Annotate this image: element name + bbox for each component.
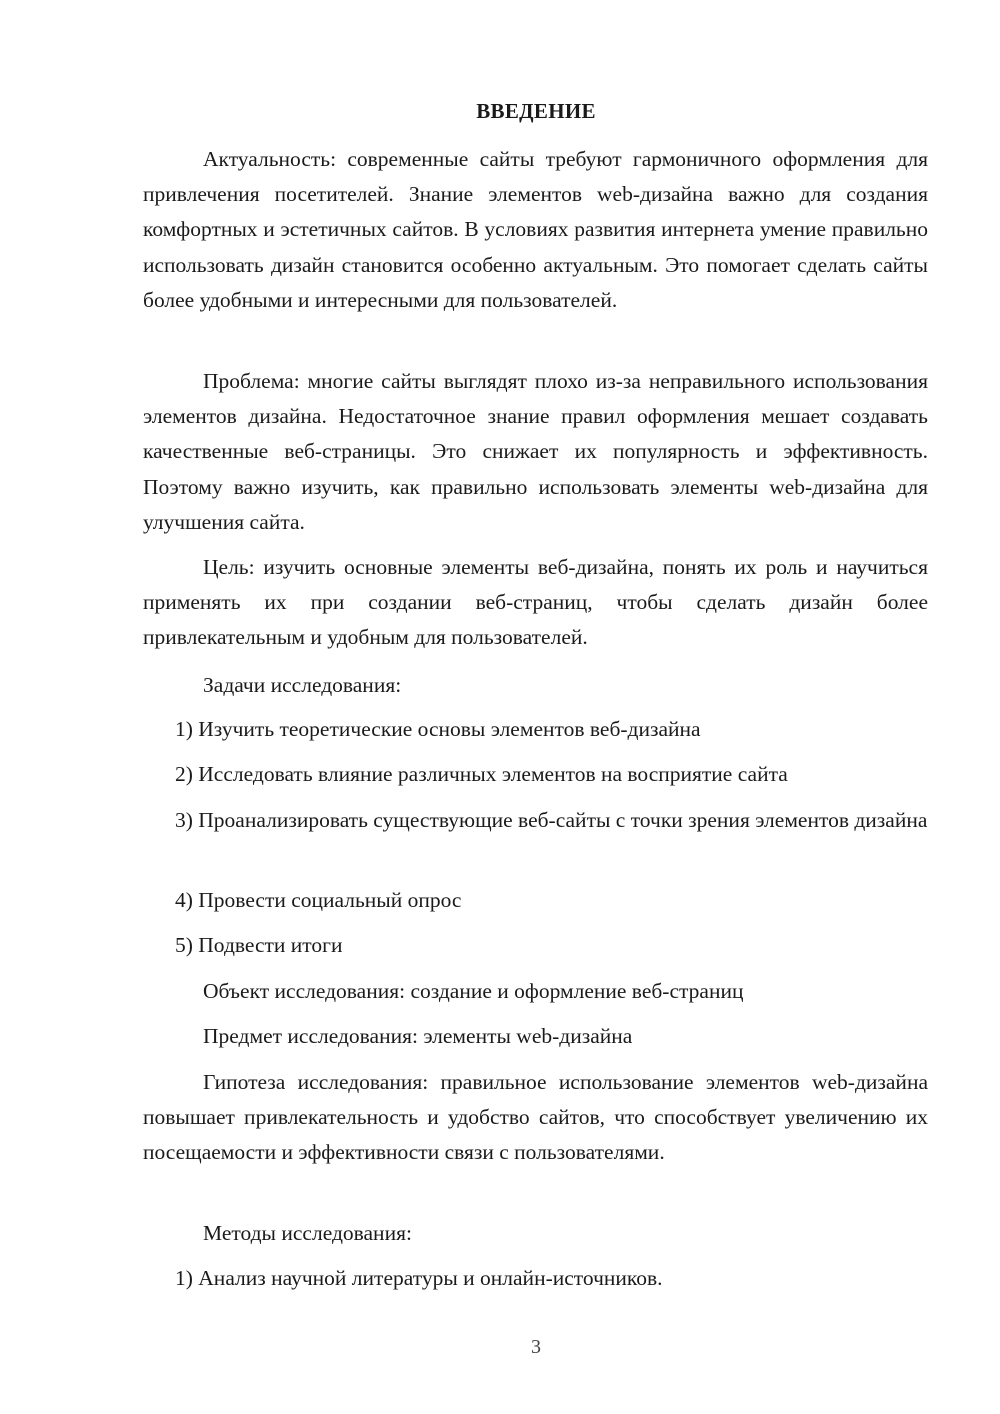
hypothesis-paragraph <box>143 1065 928 1171</box>
paragraph-text: Цель: изучить основные элементы веб-дизайна, понять их роль и научиться применять их при создании веб-страниц, чтобы сделать дизайн более привлекательным и удобным для пользователей. <box>143 555 928 650</box>
goal-paragraph <box>143 550 928 656</box>
task-list-item <box>143 757 928 792</box>
task-list-item <box>143 712 928 747</box>
task-list-item <box>143 803 928 838</box>
page-title: ВВЕДЕНИЕ <box>476 99 596 123</box>
method-list-item <box>143 1261 928 1296</box>
relevance-paragraph <box>143 142 928 318</box>
paragraph-text: Задачи исследования: <box>203 673 402 697</box>
subject-paragraph <box>143 1019 928 1054</box>
list-item-text: 1) Анализ научной литературы и онлайн-источников. <box>175 1266 663 1290</box>
paragraph-text: Актуальность: современные сайты требуют гармоничного оформления для привлечения посетителей. Знание элементов web-дизайна важно для создания комфортных и эстетичных сайтов. В условиях развития интернета умение правильно использовать дизайн становится особенно актуальным. Это помогает сделать сайты более удобными и интересными для пользователей. <box>143 147 928 312</box>
problem-paragraph <box>143 364 928 540</box>
task-list-item <box>143 928 928 963</box>
list-item-text: 4) Провести социальный опрос <box>175 888 462 912</box>
paragraph-text: Гипотеза исследования: правильное использование элементов web-дизайна повышает привлекательность и удобство сайтов, что способствует увеличению их посещаемости и эффективности связи с пользователями. <box>143 1070 928 1165</box>
task-list-item <box>143 883 928 918</box>
list-item-text: 5) Подвести итоги <box>175 933 343 957</box>
paragraph-text: Методы исследования: <box>203 1221 412 1245</box>
paragraph-text: Объект исследования: создание и оформление веб-страниц <box>203 979 744 1003</box>
paragraph-text: Проблема: многие сайты выглядят плохо из-за неправильного использования элементов дизайна. Недостаточное знание правил оформления мешает создавать качественные веб-страницы. Это снижает их популярность и эффективность. Поэтому важно изучить, как правильно использовать элементы web-дизайна для улучшения сайта. <box>143 369 928 534</box>
tasks-heading <box>143 668 928 703</box>
list-item-text: 2) Исследовать влияние различных элементов на восприятие сайта <box>175 762 788 786</box>
list-item-text: 3) Проанализировать существующие веб-сайты с точки зрения элементов дизайна <box>175 808 928 832</box>
list-item-text: 1) Изучить теоретические основы элементов веб-дизайна <box>175 717 701 741</box>
object-paragraph <box>143 974 928 1009</box>
paragraph-text: Предмет исследования: элементы web-дизайна <box>203 1024 633 1048</box>
methods-heading <box>143 1216 928 1251</box>
page-number: 3 <box>531 1336 541 1358</box>
